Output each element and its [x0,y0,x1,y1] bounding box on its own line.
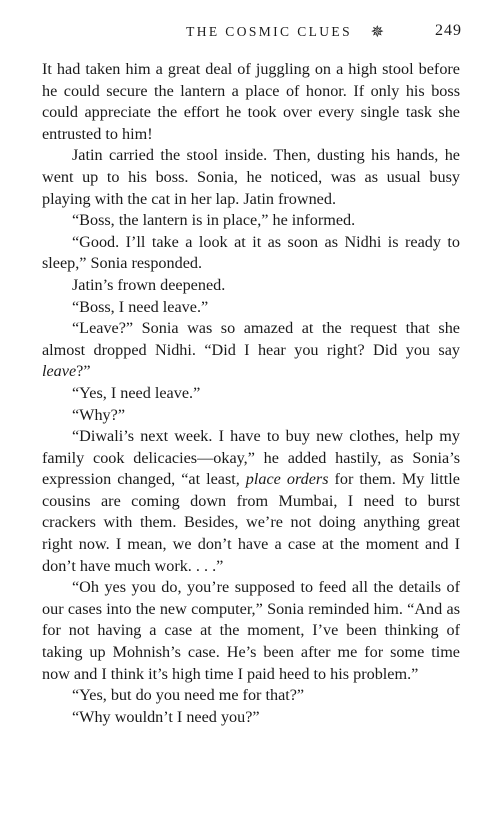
paragraph: “Yes, but do you need me for that?” [72,686,305,705]
emphasis: place orders [245,470,329,489]
emphasis: leave [42,362,77,381]
running-title: THE COSMIC CLUES [186,24,352,39]
ornament-icon: ✵ [370,24,384,41]
paragraph: “Leave?” Sonia was so amazed at the request that she almost dropped Nidhi. “Did I hear you right? Did you say leave?” [42,319,460,381]
paragraph: “Yes, I need leave.” [72,383,201,402]
body-text [42,59,460,728]
paragraph: “Good. I’ll take a look at it as soon as Nidhi is ready to sleep,” Sonia responded. [42,232,460,273]
paragraph: “Boss, I need leave.” [72,297,209,316]
paragraph: It had taken him a great deal of juggling on a high stool before he could secure the lantern a place of honor. If only his boss could appreciate the effort he took over every single task she entrusted to him! [42,60,460,143]
paragraph: “Why wouldn’t I need you?” [72,707,260,726]
paragraph: Jatin carried the stool inside. Then, dusting his hands, he went up to his boss. Sonia, he noticed, was as usual busy playing with the cat in her lap. Jatin frowned. [42,146,460,208]
paragraph: Jatin’s frown deepened. [72,275,226,294]
paragraph: “Why?” [72,405,126,424]
paragraph: “Diwali’s next week. I have to buy new clothes, help my family cook delicacies—okay,” he added hastily, as Sonia’s expression changed, “at least, place orders for them. My little cousins are coming down from Mumbai, I need to burst crackers with them. Besides, we’re not doing anything great right now. I mean, we don’t have a case at the moment and I don’t have much work. . . .” [42,427,460,575]
page-header [0,22,462,44]
page-number: 249 [435,22,462,39]
paragraph: “Boss, the lantern is in place,” he informed. [72,211,356,230]
paragraph: “Oh yes you do, you’re supposed to feed all the details of our cases into the new computer,” Sonia reminded him. “And as for not having a case at the moment, I’ve been thinking of taking up Mohnish’s case. He’s been after me for some time now and I think it’s high time I paid heed to his problem.” [42,578,460,683]
